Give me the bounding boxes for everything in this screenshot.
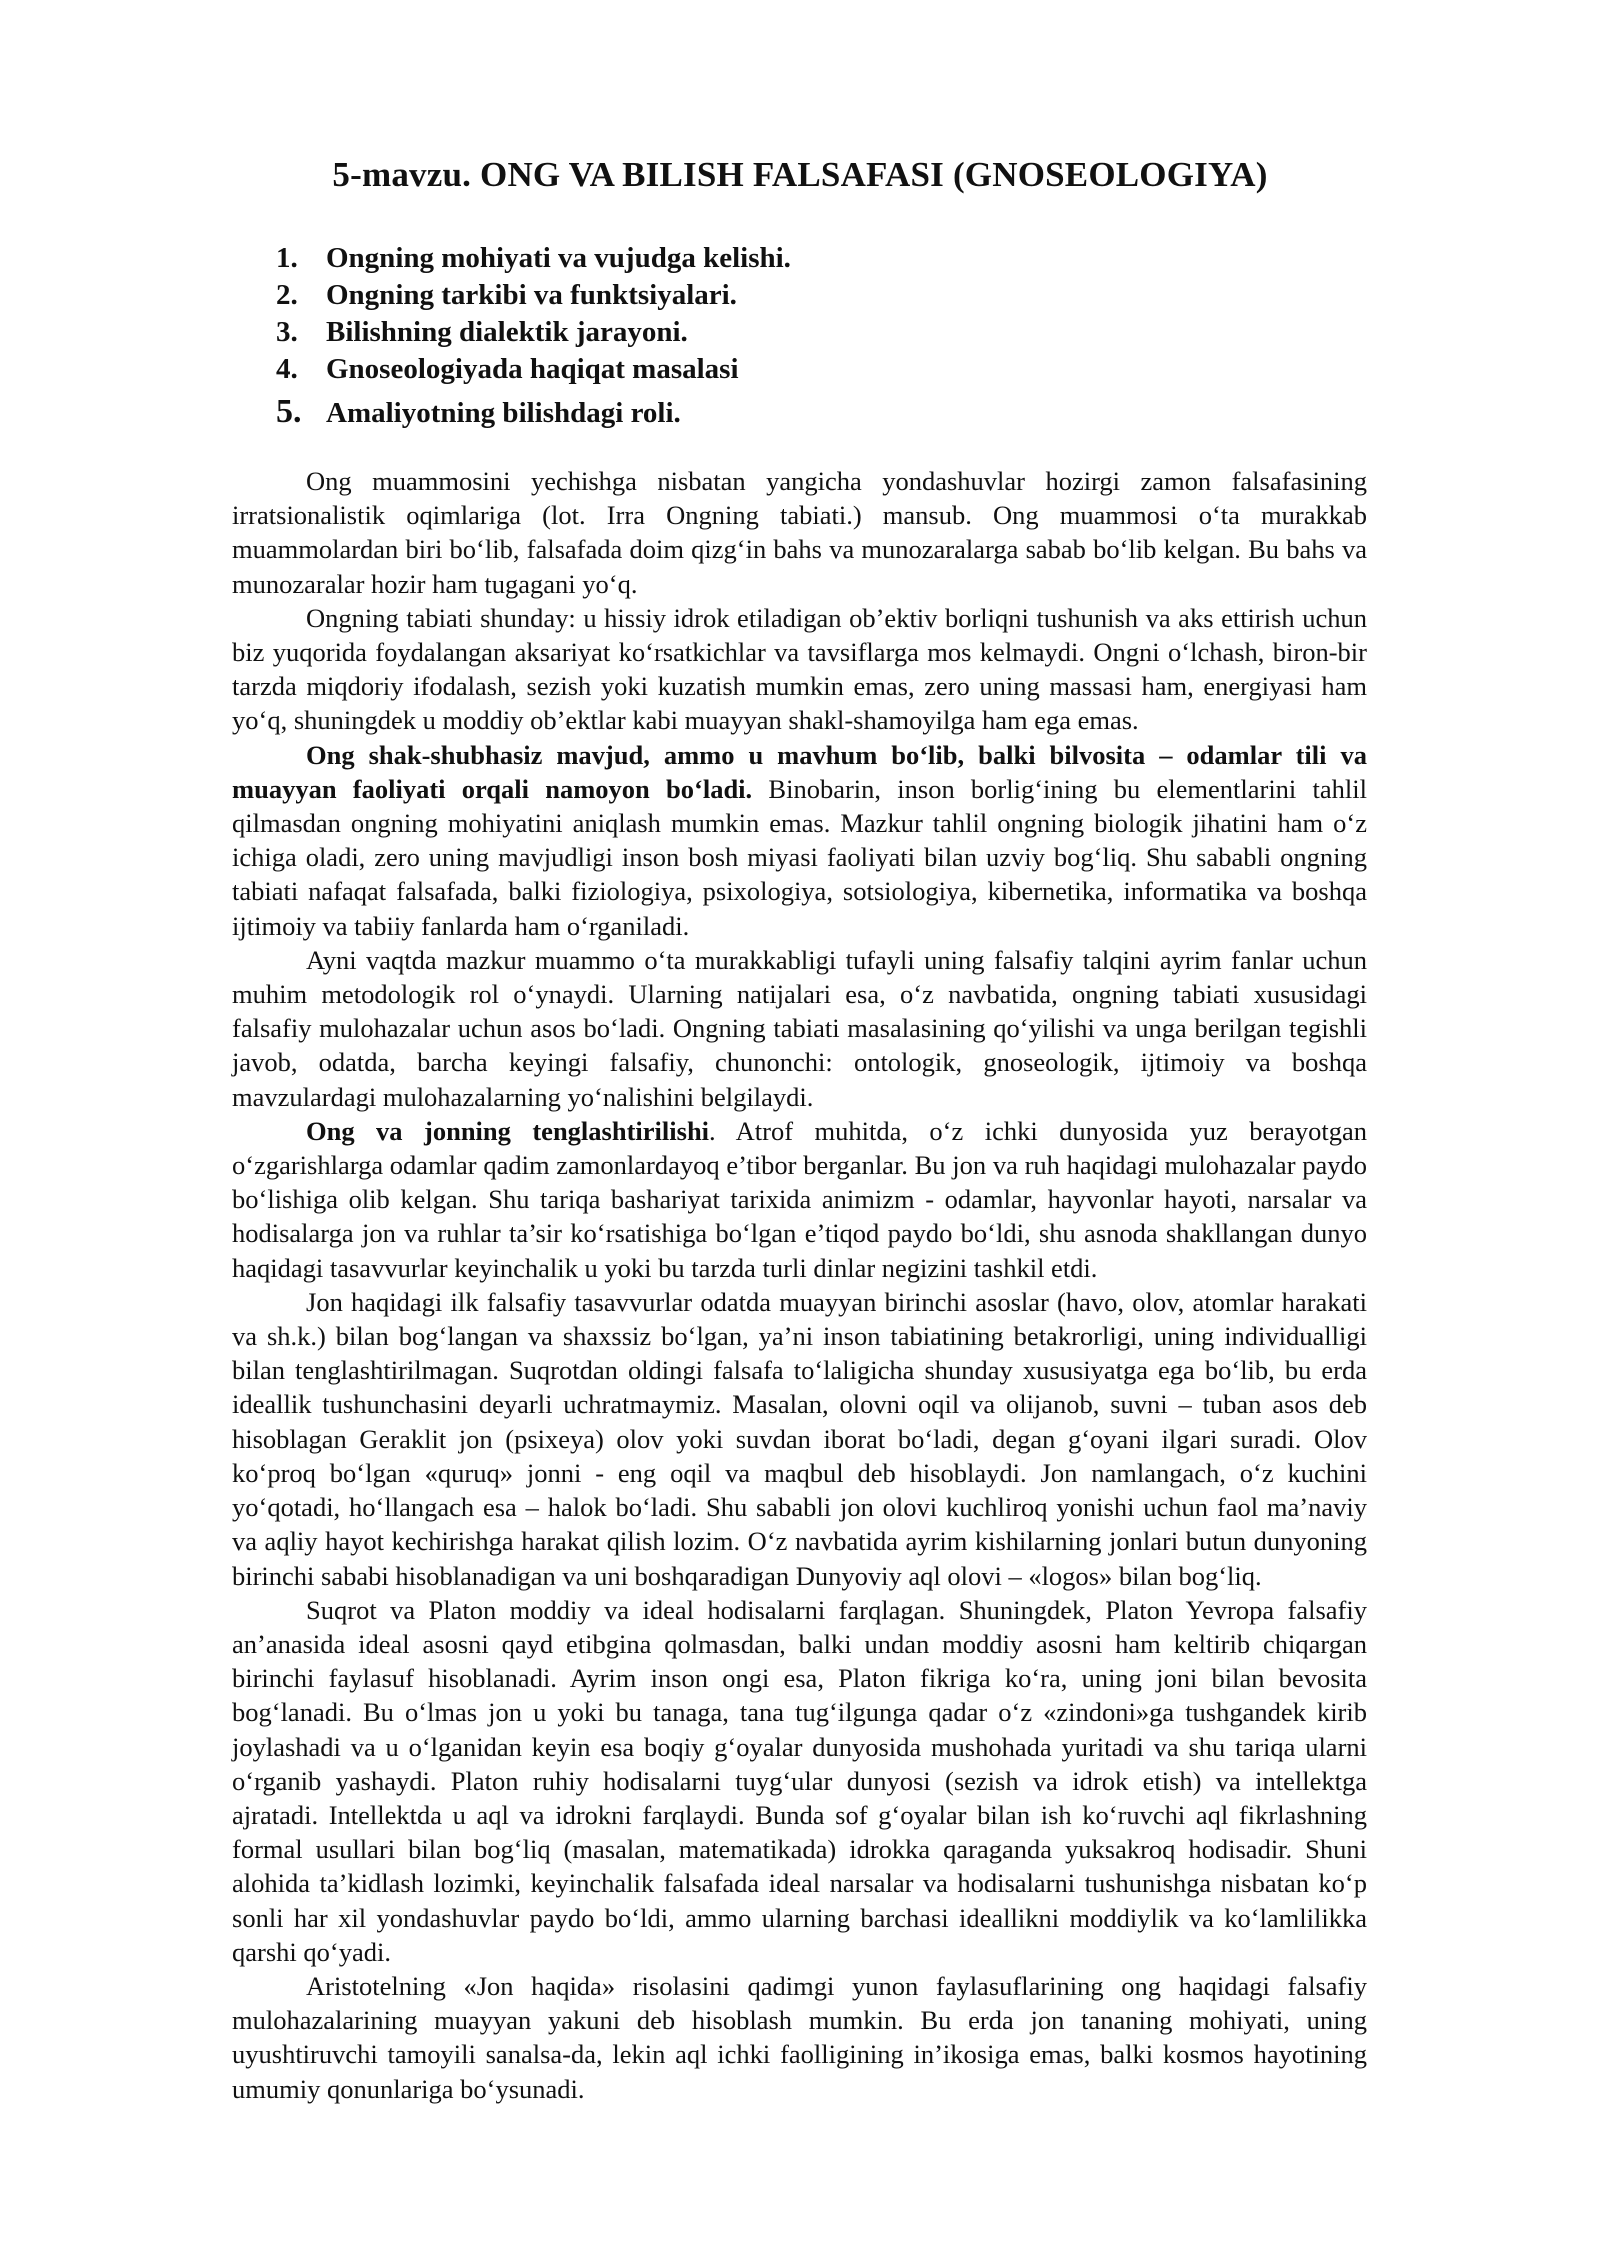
paragraph [232, 738, 1367, 943]
outline-item [276, 388, 791, 436]
paragraph [232, 1285, 1367, 1593]
outline-number: 4. [276, 353, 298, 385]
paragraph-text: . Atrof muhitda, o‘z ichki dunyosida yuz berayotgan o‘zgarishlarga odamlar qadim zamonlardayoq e’tibor berganlar. Bu jon va ruh haqidagi mulohazalar paydo bo‘lishiga olib kelgan. Shu tariqa bashariyat tarixida animizm - odamlar, hayvonlar hayoti, narsalar va hodisalarga jon va ruhlar ta’sir ko‘rsatishiga bo‘lgan e’tiqod paydo bo‘ldi, shu asnoda shakllangan dunyo haqidagi tasavvurlar keyinchalik u yoki bu tarzda turli dinlar negizini tashkil etdi. [232, 1115, 1367, 1283]
outline-item [276, 314, 791, 351]
outline-number: 5. [276, 393, 302, 430]
paragraph-text: Ayni vaqtda mazkur muammo o‘ta murakkabligi tufayli uning falsafiy talqini ayrim fanlar uchun muhim metodologik rol o‘ynaydi. Ularning natijalari esa, o‘z navbatida, ongning tabiati xususidagi falsafiy mulohazalar uchun asos bo‘ladi. Ongning tabiati masalasining qo‘yilishi va unga berilgan tegishli javob, odatda, barcha keyingi falsafiy, chunonchi: ontologik, gnoseologik, ijtimoiy va boshqa mavzulardagi mulohazalarning yo‘nalishini belgilaydi. [232, 944, 1367, 1112]
paragraph-text: Ongning tabiati shunday: u hissiy idrok etiladigan ob’ektiv borliqni tushunish va aks ettirish uchun biz yuqorida foydalangan aksariyat ko‘rsatkichlar va tavsiflarga mos kelmaydi. Ongni o‘lchash, biron-bir tarzda miqdoriy ifodalash, sezish yoki kuzatish mumkin emas, zero uning massasi ham, energiyasi ham yo‘q, shuningdek u moddiy ob’ektlar kabi muayyan shakl-shamoyilga ham ega emas. [232, 602, 1367, 736]
outline-text: Gnoseologiyada haqiqat masalasi [326, 353, 739, 385]
paragraph-text: Ong muammosini yechishga nisbatan yangicha yondashuvlar hozirgi zamon falsafasining irratsionalistik oqimlariga (lot. Irra Ongning tabiati.) mansub. Ong muammosi o‘ta murakkab muammolardan biri bo‘lib, falsafada doim qizg‘in bahs va munozaralarga sabab bo‘lib kelgan. Bu bahs va munozaralar hozir ham tugagani yo‘q. [232, 466, 1367, 599]
outline-text: Ongning mohiyati va vujudga kelishi. [326, 242, 791, 274]
paragraph [232, 464, 1367, 601]
outline-number: 2. [276, 279, 298, 311]
document-body [232, 464, 1367, 2106]
paragraph-bold-lead: Ong shak-shubhasiz mavjud, ammo u mavhum bo‘lib, balki bilvosita – odamlar tili va muayyan faoliyati orqali namoyon bo‘ladi. [232, 739, 1367, 804]
topic-outline [276, 240, 791, 436]
paragraph [232, 1969, 1367, 2106]
outline-number: 1. [276, 242, 298, 274]
paragraph-text: Jon haqidagi ilk falsafiy tasavvurlar odatda muayyan birinchi asoslar (havo, olov, atomlar harakati va sh.k.) bilan bog‘langan va shaxssiz bo‘lgan, ya’ni inson tabiatining betakrorligi, uning individualligi bilan tenglashtirilmagan. Suqrotdan oldingi falsafa to‘laligicha shunday xususiyatga ega bo‘lib, bu erda ideallik tushunchasini deyarli uchratmaymiz. Masalan, olovni oqil va olijanob, suvni – tuban asos deb hisoblagan Geraklit jon (psixeya) olov yoki suvdan iborat bo‘ladi, degan g‘oyani ilgari suradi. Olov ko‘proq bo‘lgan «quruq» jonni - eng oqil va maqbul deb hisoblaydi. Jon namlangach, o‘z kuchini yo‘qotadi, ho‘llangach esa – halok bo‘ladi. Shu sababli jon olovi kuchliroq yonishi uchun faol ma’naviy va aqliy hayot kechirishga harakat qilish lozim. O‘z navbatida ayrim kishilarning jonlari butun dunyoning birinchi sababi hisoblanadigan va uni boshqaradigan Dunyoviy aql olovi – «logos» bilan bog‘liq. [232, 1286, 1367, 1591]
outline-item [276, 351, 791, 388]
paragraph [232, 1593, 1367, 1969]
outline-item [276, 240, 791, 277]
outline-item [276, 277, 791, 314]
outline-number: 3. [276, 316, 298, 348]
outline-text: Bilishning dialektik jarayoni. [326, 316, 688, 348]
outline-text: Ongning tarkibi va funktsiyalari. [326, 279, 737, 311]
outline-text: Amaliyotning bilishdagi roli. [326, 397, 681, 429]
paragraph-text: Suqrot va Platon moddiy va ideal hodisalarni farqlagan. Shuningdek, Platon Yevropa falsafiy an’anasida ideal asosni qayd etibgina qolmasdan, balki undan moddiy asosni ham keltirib chiqargan birinchi faylasuf hisoblanadi. Ayrim inson ongi esa, Platon fikriga ko‘ra, uning joni bilan bevosita bog‘lanadi. Bu o‘lmas jon u yoki bu tanaga, tana tug‘ilgunga qadar o‘z «zindoni»ga tushgandek kirib joylashadi va u o‘lganidan keyin esa boqiy g‘oyalar dunyosida mushohada yuritadi va shu tariqa ularni o‘rganib yashaydi. Platon ruhiy hodisalarni tuyg‘ular dunyosi (sezish va idrok etish) va intellektga ajratadi. Intellektda u aql va idrokni farqlaydi. Bunda sof g‘oyalar bilan ish ko‘ruvchi aql fikrlashning formal usullari bilan bog‘liq (masalan, matematikada) idrokka qaraganda yuksakroq hodisadir. Shuni alohida ta’kidlash lozimki, keyinchalik falsafada ideal narsalar va hodisalarni tushunishga nisbatan ko‘p sonli har xil yondashuvlar paydo bo‘ldi, ammo ularning barchasi ideallikni moddiylik va ko‘lamlilikka qarshi qo‘yadi. [232, 1594, 1367, 1967]
paragraph-text: Binobarin, inson borlig‘ining bu elementlarini tahlil qilmasdan ongning mohiyatini aniqlash mumkin emas. Mazkur tahlil ongning biologik jihatini ham o‘z ichiga oladi, zero uning mavjudligi inson bosh miyasi faoliyati bilan uzviy bog‘liq. Shu sababli ongning tabiati nafaqat falsafada, balki fiziologiya, psixologiya, sotsiologiya, kibernetika, informatika va boshqa ijtimoiy va tabiiy fanlarda ham o‘rganiladi. [232, 773, 1367, 941]
paragraph-text: Aristotelning «Jon haqida» risolasini qadimgi yunon faylasuflarining ong haqidagi falsafiy mulohazalarining muayyan yakuni deb hisoblash mumkin. Bu erda jon tananing mohiyati, uning uyushtiruvchi tamoyili sanalsa-da, lekin aql ichki faolligining in’ikosiga emas, balki kosmos hayotining umumiy qonunlariga bo‘ysunadi. [232, 1970, 1367, 2104]
paragraph [232, 943, 1367, 1114]
paragraph [232, 601, 1367, 738]
page-title: 5-mavzu. ONG VA BILISH FALSAFASI (GNOSEOLOGIYA) [332, 155, 1268, 194]
paragraph-bold-lead: Ong va jonning tenglashtirilishi [306, 1115, 710, 1146]
paragraph [232, 1114, 1367, 1285]
